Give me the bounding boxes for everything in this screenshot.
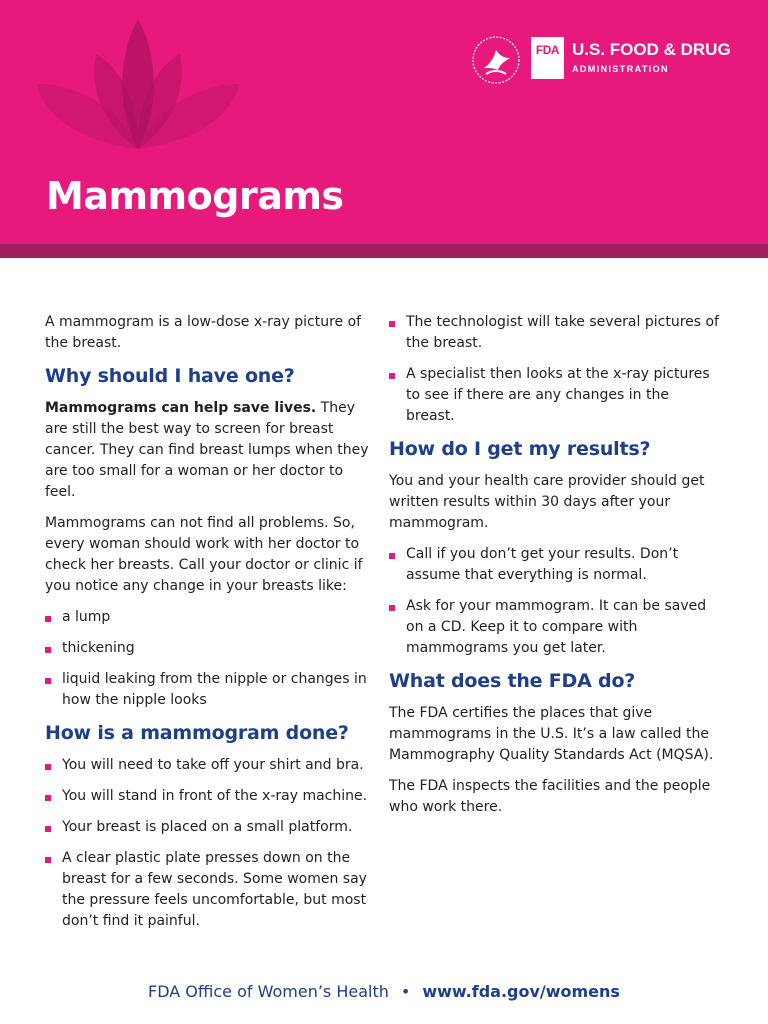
list-item: thickening	[45, 638, 375, 659]
footer	[0, 981, 768, 1003]
list-item: You will need to take off your shirt and bra.	[45, 755, 375, 776]
results-list	[389, 544, 719, 659]
right-column	[389, 312, 719, 828]
footer-office: FDA Office of Women’s Health	[148, 982, 389, 1001]
list-item: liquid leaking from the nipple or changes in how the nipple looks	[45, 669, 375, 711]
fda-paragraph-2: The FDA inspects the facilities and the people who work there.	[389, 778, 711, 815]
heading-how: How is a mammogram done?	[45, 722, 349, 744]
footer-url-link[interactable]: www.fda.gov/womens	[422, 982, 620, 1001]
why-bold-text: Mammograms can help save lives.	[45, 400, 317, 416]
fda-paragraph-1: The FDA certifies the places that give mammograms in the U.S. It’s a law called the Mammography Quality Standards Act (MQSA).	[389, 705, 714, 763]
agency-admin: ADMINISTRATION	[572, 64, 669, 74]
hhs-eagle-icon	[470, 34, 522, 86]
fda-logo-text: FDA	[535, 43, 560, 57]
page-title: Mammograms	[46, 174, 344, 218]
heading-why: Why should I have one?	[45, 365, 295, 387]
how-list-continued	[389, 312, 719, 427]
list-item: A clear plastic plate presses down on the breast for a few seconds. Some women say the pressure feels uncomfortable, but most don’t find it painful.	[45, 848, 375, 932]
list-item: Call if you don’t get your results. Don’t assume that everything is normal.	[389, 544, 719, 586]
heading-results: How do I get my results?	[389, 438, 651, 460]
list-item: A specialist then looks at the x-ray pictures to see if there are any changes in the breast.	[389, 364, 719, 427]
list-item: Your breast is placed on a small platform.	[45, 817, 375, 838]
intro-paragraph: A mammogram is a low-dose x-ray picture of the breast.	[45, 314, 362, 351]
list-item: You will stand in front of the x-ray machine.	[45, 786, 375, 807]
agency-name: U.S. FOOD & DRUG	[572, 40, 731, 59]
how-list	[45, 755, 375, 932]
changes-list	[45, 607, 375, 711]
heading-fda: What does the FDA do?	[389, 670, 636, 692]
lotus-icon	[28, 14, 278, 154]
fda-logo-box	[531, 37, 564, 79]
limits-paragraph: Mammograms can not find all problems. So, every woman should work with her doctor to check her breasts. Call your doctor or clinic if you notice any change in your breasts like:	[45, 515, 363, 594]
header-divider-band	[0, 244, 768, 258]
list-item: The technologist will take several pictures of the breast.	[389, 312, 719, 354]
left-column	[45, 312, 375, 942]
header-banner	[0, 0, 768, 244]
results-paragraph: You and your health care provider should get written results within 30 days after your mammogram.	[389, 473, 705, 531]
why-body-text: They are still the best way to screen for breast cancer. They can find breast lumps when they are too small for a woman or her doctor to feel.	[45, 400, 369, 500]
why-paragraph	[45, 398, 375, 503]
footer-separator: •	[400, 982, 411, 1001]
list-item: a lump	[45, 607, 375, 628]
list-item: Ask for your mammogram. It can be saved on a CD. Keep it to compare with mammograms you get later.	[389, 596, 719, 659]
